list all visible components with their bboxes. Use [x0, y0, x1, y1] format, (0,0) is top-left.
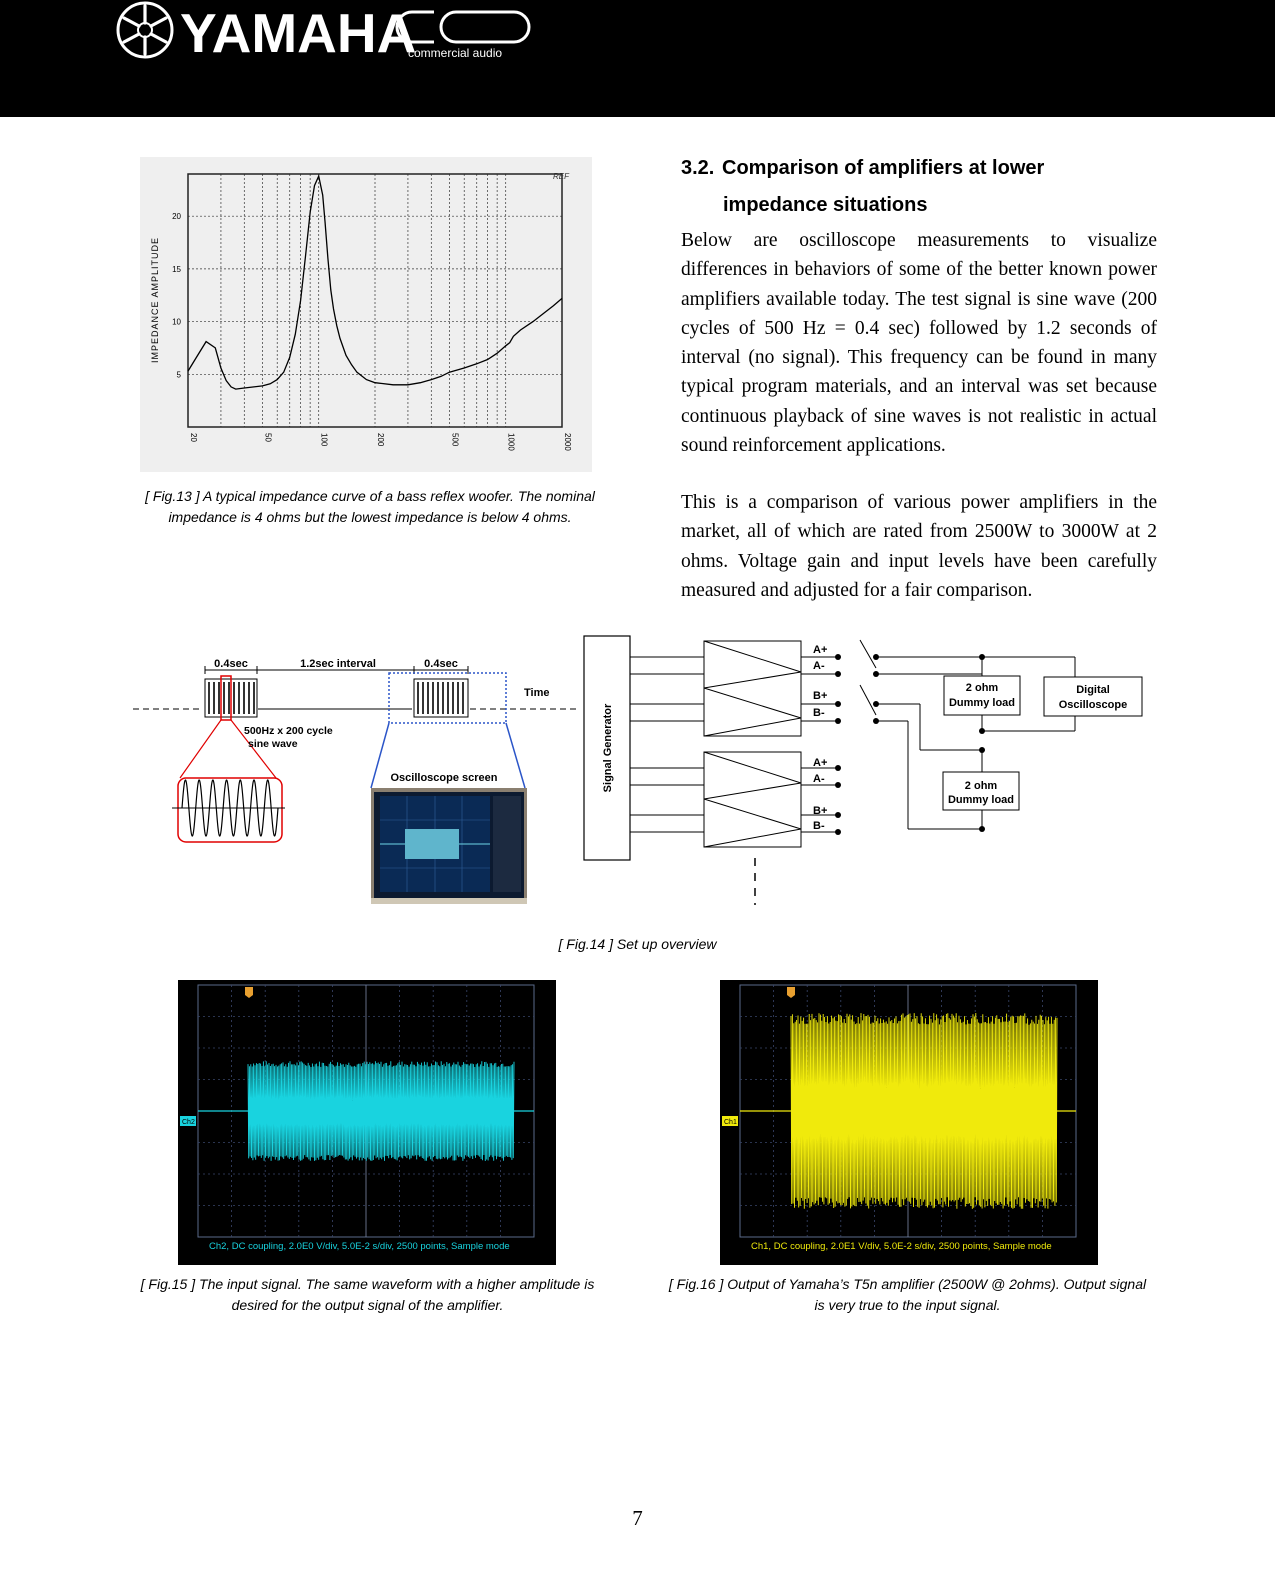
- channel-label: Ch1: [724, 1119, 737, 1126]
- y-axis-label: IMPEDANCE AMPLITUDE: [150, 236, 160, 364]
- oscilloscope-photo: [371, 788, 527, 904]
- fig14-setup-diagram: [0, 630, 1275, 920]
- page-number: 7: [632, 1506, 643, 1530]
- x-tick-label: 2000: [563, 433, 572, 451]
- fig15-caption-line1: [ Fig.15 ] The input signal. The same waveform with a higher amplitude is: [140, 1276, 595, 1292]
- page-header: [0, 0, 1275, 117]
- label-burst-duration-2: 0.4sec: [424, 658, 458, 670]
- body-paragraph-2: This is a comparison of various power amplifiers in the market, all of which are rated from 2500W to 3000W at 2 ohms. Voltage gain and input levels have been carefully measured and adjusted for a fair comparison.: [681, 492, 1157, 601]
- channel-label: Ch2: [182, 1119, 195, 1126]
- label-time: Time: [524, 687, 550, 699]
- input-signal-trace: [198, 1061, 534, 1161]
- load2-line2: Dummy load: [947, 794, 1015, 806]
- x-tick-label: 1000: [506, 433, 516, 451]
- scope-line2: Oscilloscope: [1058, 699, 1128, 711]
- label-oscilloscope-screen: Oscilloscope screen: [390, 772, 498, 784]
- section-number: 3.2.: [681, 157, 715, 179]
- amp2-b-minus: B-: [813, 820, 825, 832]
- dummy-load-2: [943, 772, 1019, 810]
- amp2-a-minus: A-: [813, 773, 825, 785]
- section-heading: [681, 150, 1161, 224]
- x-tick-label: 100: [319, 433, 329, 447]
- load1-line2: Dummy load: [948, 697, 1016, 709]
- amp2-b-plus: B+: [813, 805, 828, 817]
- section-title-line2: impedance situations: [723, 194, 928, 216]
- burst-block-2: [414, 679, 468, 717]
- amp1-b-plus: B+: [813, 690, 828, 702]
- digital-oscilloscope: [1044, 677, 1142, 716]
- commercial-audio-logo: [397, 12, 529, 60]
- scope-status-text: Ch1, DC coupling, 2.0E1 V/div, 5.0E-2 s/div, 2500 points, Sample mode: [751, 1241, 1052, 1252]
- amp1-a-plus: A+: [813, 644, 828, 656]
- y-tick-label: 5: [176, 370, 181, 380]
- amp1-b-minus: B-: [813, 707, 825, 719]
- label-interval: 1.2sec interval: [300, 658, 376, 670]
- fig16-caption-line1: [ Fig.16 ] Output of Yamaha’s T5n amplifier (2500W @ 2ohms). Output signal: [668, 1276, 1147, 1292]
- amp2-a-plus: A+: [813, 757, 828, 769]
- section-title-line1: Comparison of amplifiers at lower: [722, 157, 1045, 179]
- fig16-caption-line2: is very true to the input signal.: [814, 1297, 1001, 1313]
- chart-corner-mark: REF: [553, 172, 569, 181]
- scope-line1: Digital: [1076, 684, 1110, 696]
- load2-line1: 2 ohm: [964, 780, 998, 792]
- fig13-impedance-chart: [140, 157, 592, 472]
- yamaha-tuning-fork-logo: [118, 3, 172, 57]
- body-paragraph-1: Below are oscilloscope measurements to visualize differences in behaviors of some of the better known power amplifiers available today. The test signal is sine wave (200 cycles of 500 Hz = 0.4 sec) followed by 1.2 seconds of interval (no signal). This frequency can be found in many typical program materials, and an interval was set because continuous playback of sine waves is not realistic in actual sound reinforcement applications.: [681, 230, 1157, 457]
- amp1-a-minus: A-: [813, 660, 825, 672]
- header-logos: [0, 0, 1275, 117]
- chart-background: [140, 157, 592, 472]
- signal-timeline: [133, 658, 580, 717]
- x-tick-label: 200: [376, 433, 385, 447]
- label-signal-generator: Signal Generator: [602, 703, 614, 793]
- fig15-oscilloscope-screen: [178, 980, 556, 1265]
- x-tick-label: 500: [450, 433, 460, 447]
- fig14-caption: [ Fig.14 ] Set up overview: [558, 936, 717, 952]
- label-sine-line2: sine wave: [248, 738, 298, 750]
- y-tick-label: 20: [172, 212, 181, 222]
- label-sine-line1: 500Hz x 200 cycle: [244, 725, 333, 737]
- fig15-caption: [125, 1274, 610, 1316]
- amplifier-2: [630, 752, 841, 847]
- dummy-load-1: [944, 676, 1020, 715]
- x-tick-label: 50: [263, 433, 273, 442]
- y-tick-label: 15: [172, 264, 181, 274]
- load1-line1: 2 ohm: [965, 682, 999, 694]
- label-burst-duration-1: 0.4sec: [214, 658, 248, 670]
- brand-wordmark: YAMAHA: [180, 2, 417, 64]
- x-tick-label: 20: [189, 433, 198, 442]
- sub-brand-text: commercial audio: [408, 46, 503, 60]
- y-tick-label: 10: [172, 317, 181, 327]
- fig16-caption: [655, 1274, 1160, 1316]
- signal-generator: [584, 636, 630, 860]
- scope-status-text: Ch2, DC coupling, 2.0E0 V/div, 5.0E-2 s/div, 2500 points, Sample mode: [209, 1241, 510, 1252]
- fig16-oscilloscope-screen: [720, 980, 1098, 1265]
- fig13-caption: [ Fig.13 ] A typical impedance curve of a bass reflex woofer. The nominal impedance is 4 ohms but the lowest impedance is below 4 ohms.: [145, 488, 595, 525]
- amplifier-1: [630, 641, 841, 736]
- fig15-caption-line2: desired for the output signal of the amplifier.: [231, 1297, 504, 1313]
